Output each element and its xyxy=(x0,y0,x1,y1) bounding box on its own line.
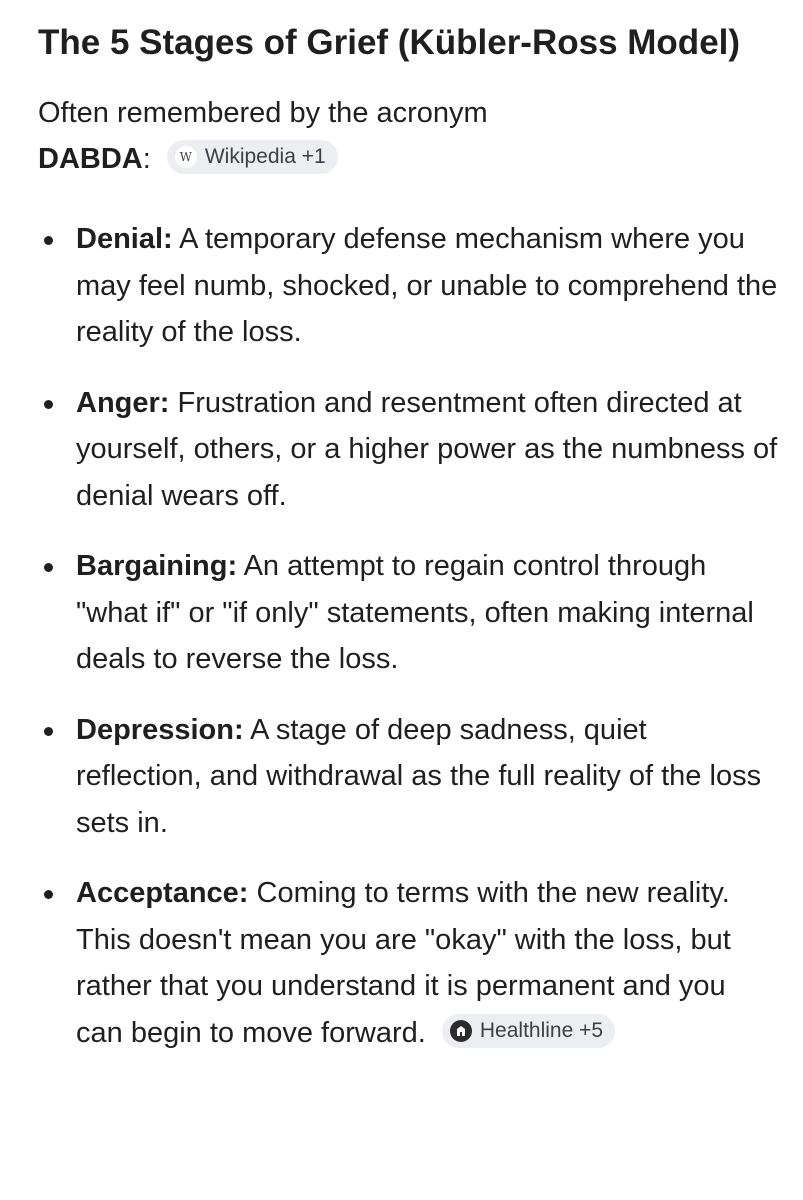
stage-term: Anger: xyxy=(76,386,170,419)
bullet xyxy=(44,563,53,572)
wikipedia-icon: W xyxy=(175,146,197,168)
intro-text: Often remembered by the acronym xyxy=(38,97,488,129)
page-title: The 5 Stages of Grief (Kübler-Ross Model) xyxy=(38,23,741,62)
stage-description: A temporary defense mechanism where you may feel numb, shocked, or unable to comprehend the reality of the loss. xyxy=(76,223,778,348)
list-item xyxy=(38,707,778,847)
healthline-icon-glyph xyxy=(455,1025,467,1037)
list-item xyxy=(38,543,778,683)
intro-paragraph xyxy=(38,90,778,182)
list-item xyxy=(38,380,778,520)
stages-list xyxy=(38,216,778,1056)
bullet xyxy=(44,890,53,899)
source-chip-label: Wikipedia +1 xyxy=(204,145,326,169)
stage-term: Acceptance: xyxy=(76,877,249,909)
source-chip-wikipedia[interactable] xyxy=(167,140,338,174)
stage-description: Frustration and resentment often directed at yourself, others, or a higher power as the numbness of denial wears off. xyxy=(76,386,778,512)
stage-term: Bargaining: xyxy=(76,550,238,582)
bullet xyxy=(44,727,53,736)
acronym-colon: : xyxy=(142,143,151,175)
bullet xyxy=(44,236,53,245)
source-chip-healthline[interactable] xyxy=(442,1014,615,1048)
stage-term: Depression: xyxy=(76,713,244,746)
answer-content xyxy=(38,18,778,1080)
stage-description: Coming to terms with the new reality. This doesn't mean you are "okay" with the loss, but rather that you understand it is permanent and you can begin to move forward. xyxy=(76,877,731,1049)
source-chip-label: Healthline +5 xyxy=(479,1018,604,1042)
list-item xyxy=(38,870,778,1056)
stage-description: An attempt to regain control through "what if" or "if only" statements, often making internal deals to reverse the loss. xyxy=(76,550,754,675)
stage-description: A stage of deep sadness, quiet reflection, and withdrawal as the full reality of the loss sets in. xyxy=(76,713,762,839)
bullet xyxy=(44,400,53,409)
list-item xyxy=(38,216,778,356)
stage-term: Denial: xyxy=(76,223,173,255)
acronym: DABDA xyxy=(38,143,143,175)
healthline-icon xyxy=(450,1020,472,1042)
